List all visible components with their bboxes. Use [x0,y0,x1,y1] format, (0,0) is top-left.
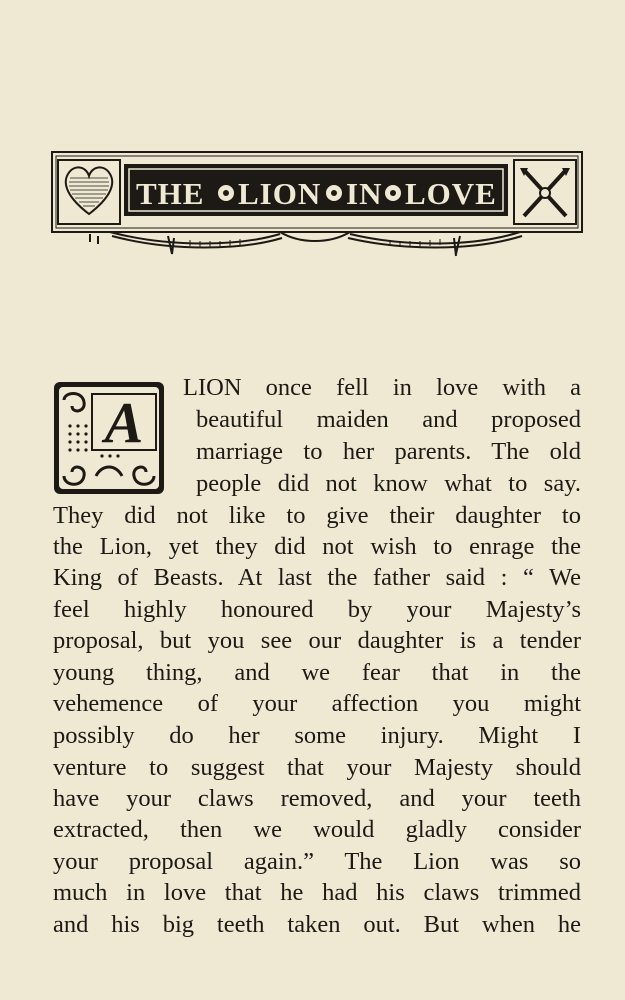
text-line: vehemence of your affection you might [53,690,581,717]
text-line: venture to suggest that your Majesty should [53,754,581,781]
text-line: your proposal again.” The Lion was so [53,848,581,875]
text-line: beautiful maiden and proposed [196,406,581,433]
text-line: King of Beasts. At last the father said : “ We [53,564,581,591]
text-line: proposal, but you see our daughter is a tender [53,627,581,654]
text-line: have your claws removed, and your teeth [53,785,581,812]
dropcap-letter: A [104,390,144,455]
title-in: IN [346,176,383,211]
title-the: THE [136,176,205,211]
text-line: marriage to her parents. The old [196,438,581,465]
text-line: much in love that he had his claws trimmed [53,879,581,906]
text-line: young thing, and we fear that in the [53,659,581,686]
text-line: people did not know what to say. [196,470,581,497]
text-line: extracted, then we would gladly consider [53,816,581,843]
title-lion: LION [238,176,322,211]
text-line: possibly do her some injury. Might I [53,722,581,749]
text-line: the Lion, yet they did not wish to enrage the [53,533,581,560]
title-love: LOVE [405,176,497,211]
text-line: feel highly honoured by your Majesty’s [53,596,581,623]
text-line: LION once fell in love with a [183,374,581,401]
text-line: They did not like to give their daughter to [53,502,581,529]
text-line: and his big teeth taken out. But when he [53,911,581,938]
